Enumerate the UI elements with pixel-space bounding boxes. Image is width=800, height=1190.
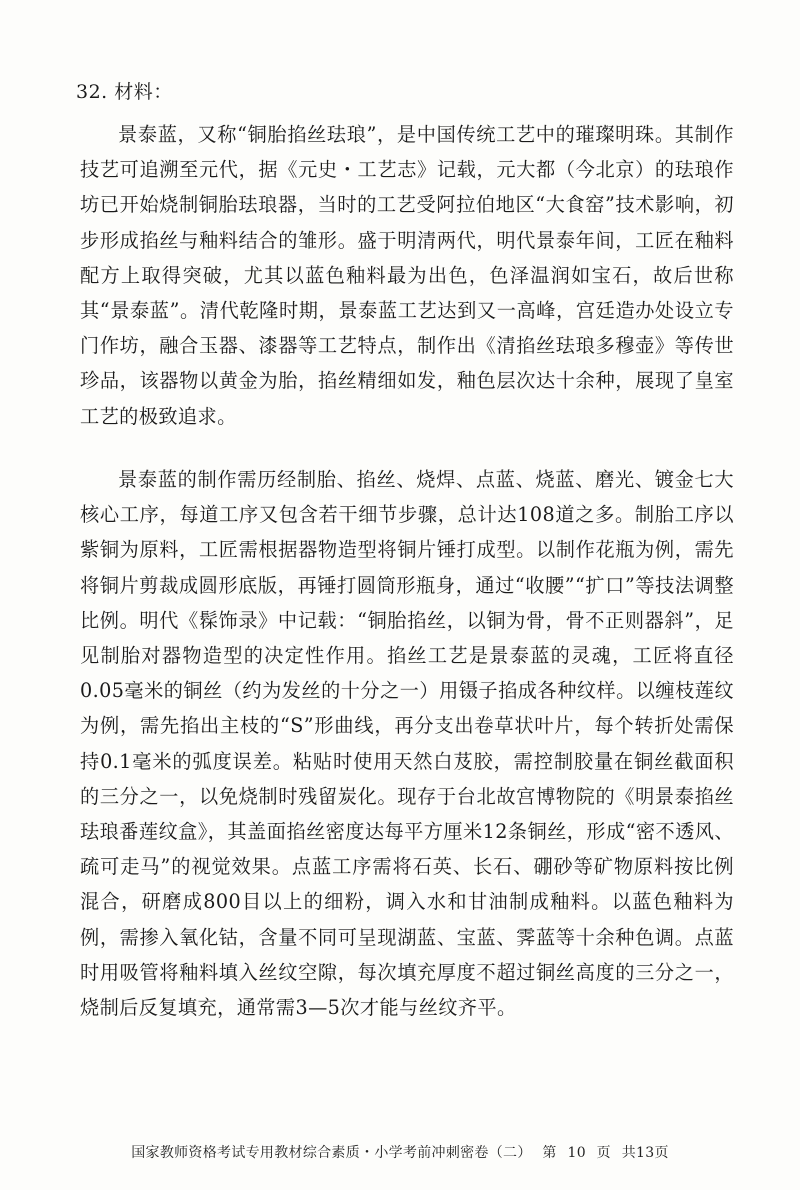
footer-page-prefix: 第	[542, 1145, 557, 1161]
page-footer	[0, 1143, 800, 1163]
footer-total-pages: 共13页	[621, 1145, 669, 1161]
footer-page-suffix: 页	[596, 1145, 611, 1161]
material-paragraph-process: 景泰蓝的制作需历经制胎、掐丝、烧焊、点蓝、烧蓝、磨光、镀金七大核心工序，每道工序又包含若干细节步骤，总计达108道之多。制胎工序以紫铜为原料，工匠需根据器物造型将铜片锤打成型。以制作花瓶为例，需先将铜片剪裁成圆形底版，再锤打圆筒形瓶身，通过“收腰”“扩口”等技法调整比例。明代《髹饰录》中记载：“铜胎掐丝，以铜为骨，骨不正则器斜”，足见制胎对器物造型的决定性作用。掐丝工艺是景泰蓝的灵魂，工匠将直径0.05毫米的铜丝（约为发丝的十分之一）用镊子掐成各种纹样。以缠枝莲纹为例，需先掐出主枝的“S”形曲线，再分支出卷草状叶片，每个转折处需保持0.1毫米的弧度误差。粘贴时使用天然白芨胶，需控制胶量在铜丝截面积的三分之一，以免烧制时残留炭化。现存于台北故宫博物院的《明景泰掐丝珐琅番莲纹盒》，其盖面掐丝密度达每平方厘米12条铜丝，形成“密不透风、疏可走马”的视觉效果。点蓝工序需将石英、长石、硼砂等矿物原料按比例混合，研磨成800目以上的细粉，调入水和甘油制成釉料。以蓝色釉料为例，需掺入氧化钴，含量不同可呈现湖蓝、宝蓝、霁蓝等十余种色调。点蓝时用吸管将釉料填入丝纹空隙，每次填充厚度不超过铜丝高度的三分之一，烧制后反复填充，通常需3—5次才能与丝纹齐平。	[80, 468, 734, 1020]
material-paragraph-history: 景泰蓝，又称“铜胎掐丝珐琅”，是中国传统工艺中的璀璨明珠。其制作技艺可追溯至元代，据《元史・工艺志》记载，元大都（今北京）的珐琅作坊已开始烧制铜胎珐琅器，当时的工艺受阿拉伯地区“大食窑”技术影响，初步形成掐丝与釉料结合的雏形。盛于明清两代，明代景泰年间，工匠在釉料配方上取得突破，尤其以蓝色釉料最为出色，色泽温润如宝石，故后世称其“景泰蓝”。清代乾隆时期，景泰蓝工艺达到又一高峰，宫廷造办处设立专门作坊，融合玉器、漆器等工艺特点，制作出《清掐丝珐琅多穆壶》等传世珍品，该器物以黄金为胎，掐丝精细如发，釉色层次达十余种，展现了皇室工艺的极致追求。	[80, 123, 734, 428]
footer-series-title: 国家教师资格考试专用教材综合素质・小学考前冲刺密卷（二）	[131, 1145, 532, 1161]
footer-page-number: 10	[567, 1145, 586, 1161]
question-number-heading: 32. 材料：	[76, 81, 173, 103]
